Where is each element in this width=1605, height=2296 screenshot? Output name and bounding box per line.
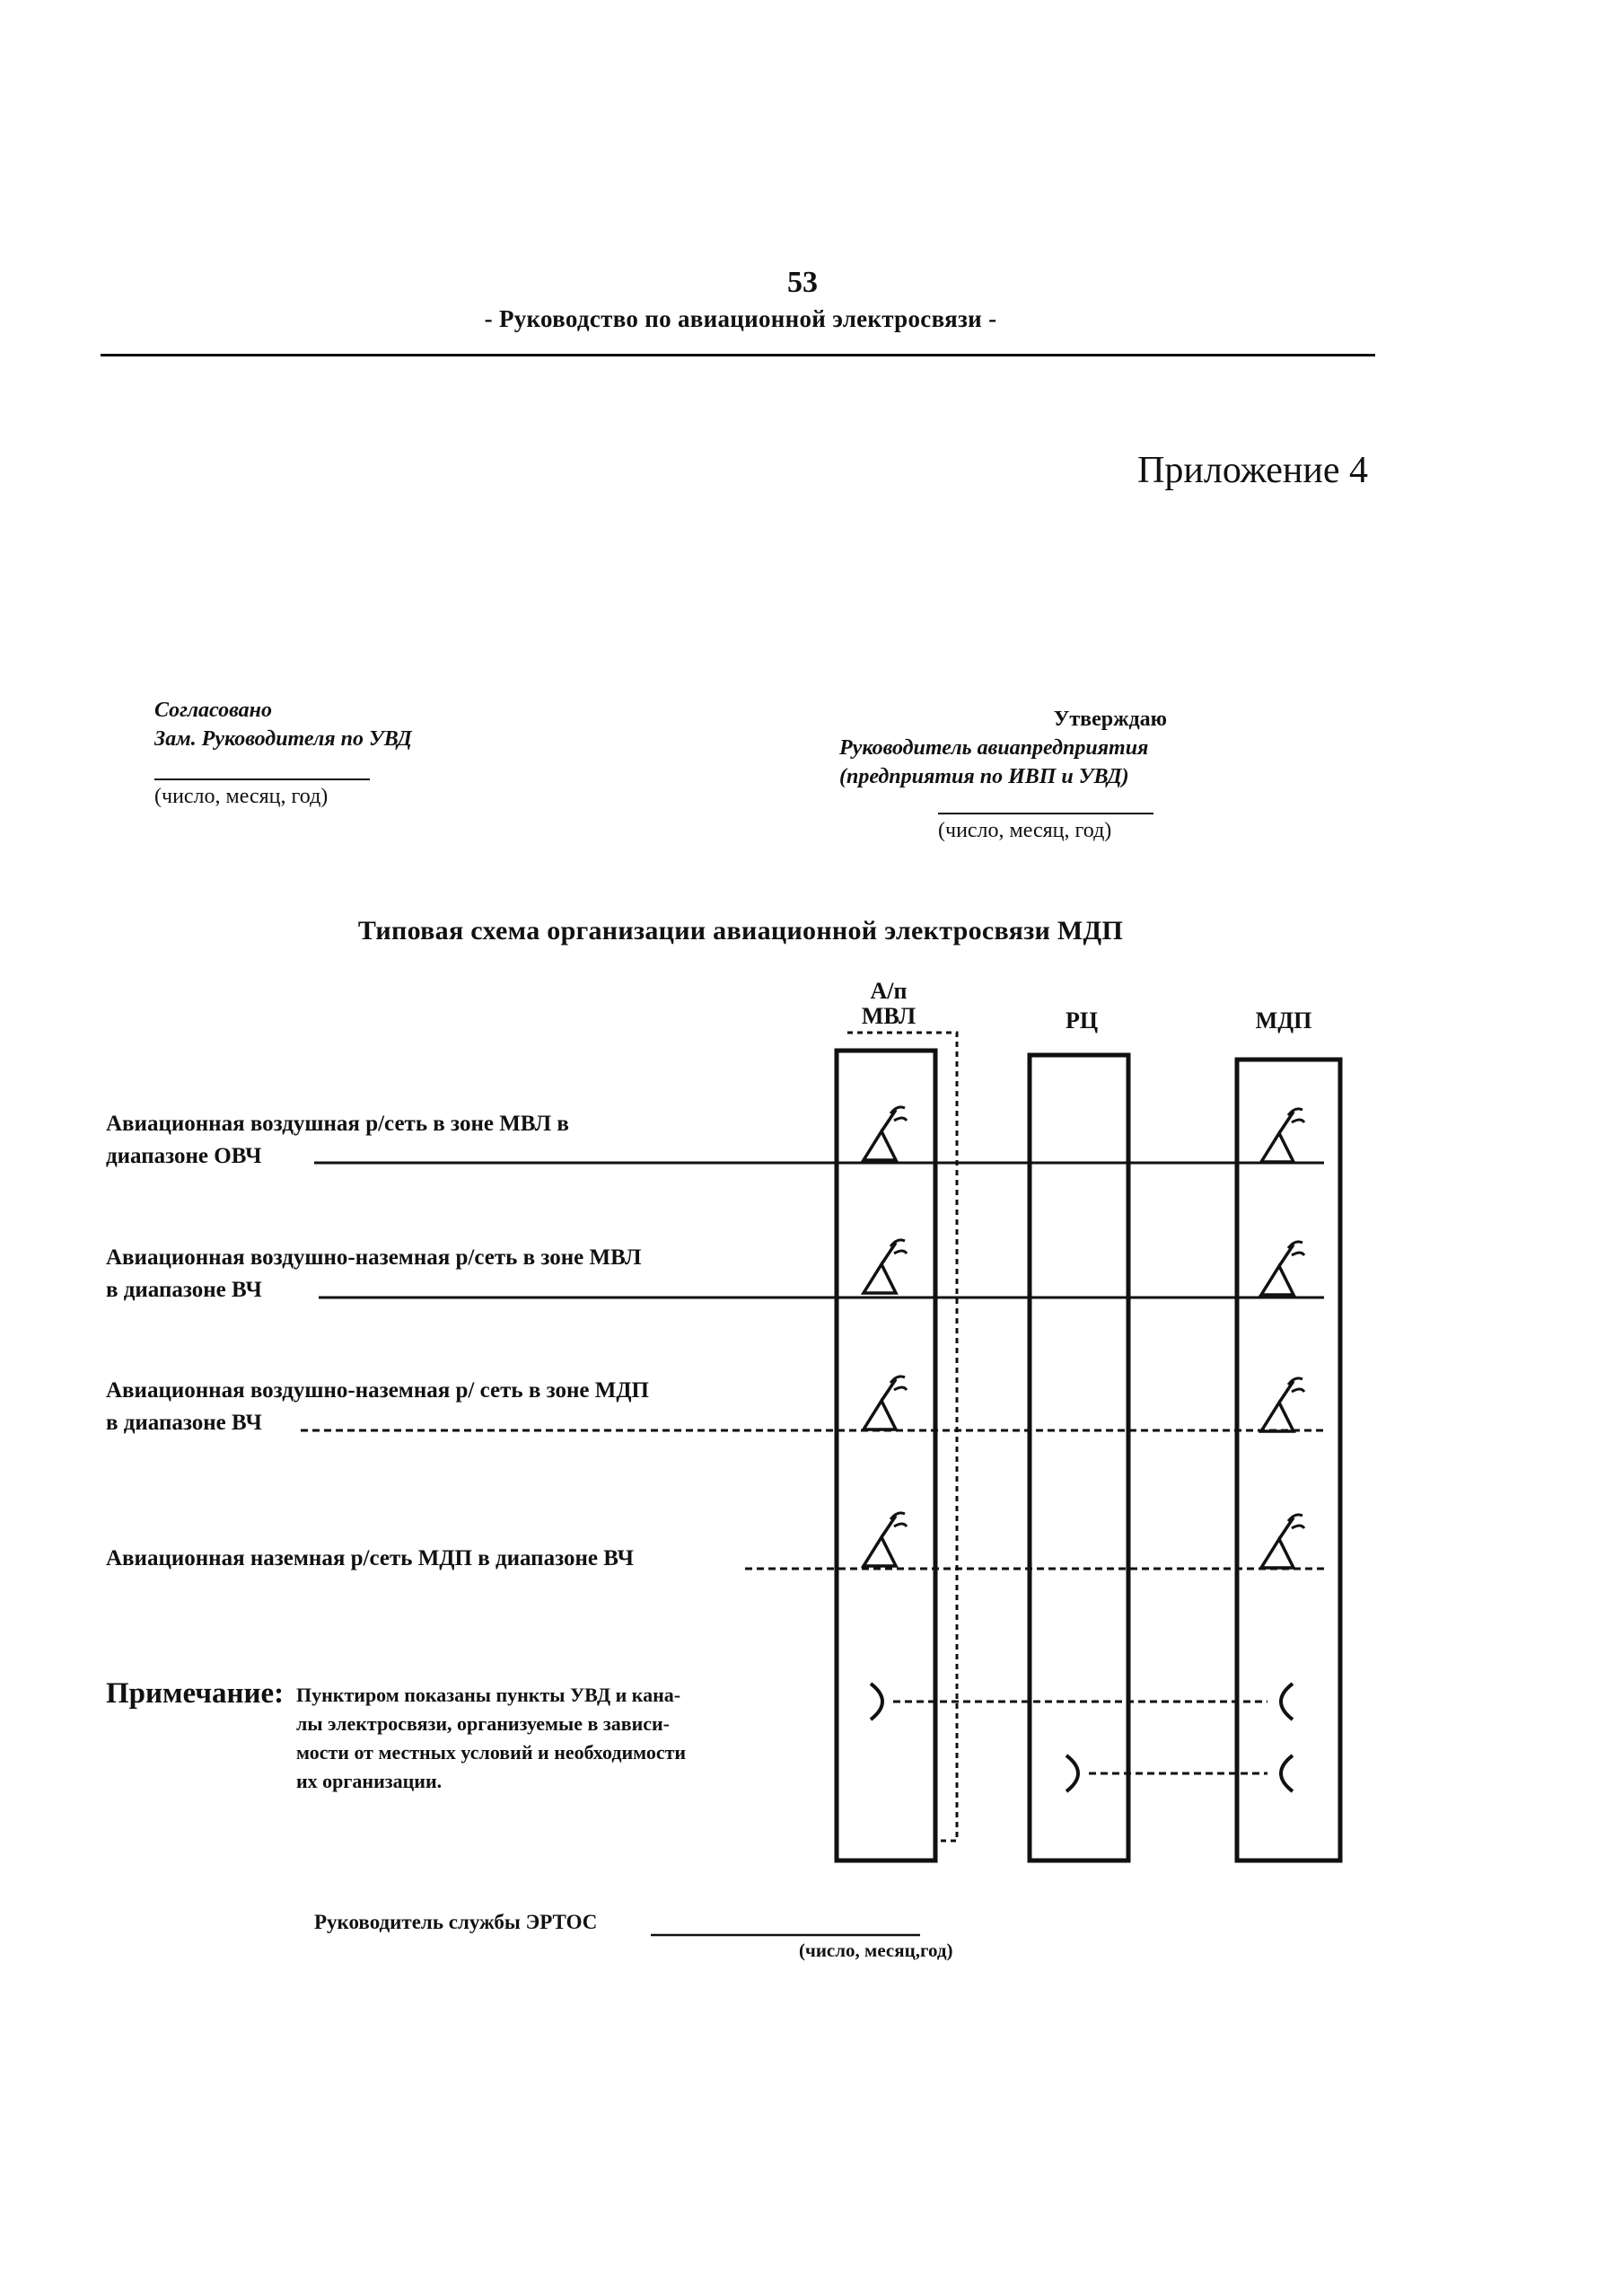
row-label-1-line1: Авиационная воздушная р/сеть в зоне МВЛ в xyxy=(106,1112,569,1136)
agreed-title: Согласовано xyxy=(154,699,272,722)
diagram-title: Типовая схема организации авиационной электросвязи МДП xyxy=(357,916,1124,946)
antenna-mast-icon xyxy=(864,1107,907,1160)
page-number: 53 xyxy=(787,266,818,299)
channel-terminal-icon xyxy=(1281,1755,1293,1791)
note-line: их организации. xyxy=(296,1770,443,1792)
note-line: мости от местных условий и необходимости xyxy=(296,1741,687,1764)
antenna-mast-icon xyxy=(1261,1109,1304,1162)
column-box-mdp xyxy=(1237,1060,1340,1861)
antenna-mast-icon xyxy=(864,1240,907,1293)
agreed-date-caption: (число, месяц, год) xyxy=(154,785,329,808)
column-header-airport-label: А/п xyxy=(870,978,908,1004)
column-box-airport xyxy=(837,1051,935,1861)
row-label-3-line1: Авиационная воздушно-наземная р/ сеть в зоне МДП xyxy=(106,1378,650,1403)
row-label-4 xyxy=(106,1543,770,1575)
antenna-mast-icon xyxy=(1261,1515,1304,1568)
column-box-airport-dashed xyxy=(847,1033,957,1841)
row-label-1 xyxy=(106,1108,770,1173)
channel-terminal-icon xyxy=(1066,1755,1078,1791)
antenna-mast-icon xyxy=(864,1377,907,1430)
row-label-2-line1: Авиационная воздушно-наземная р/сеть в зоне МВЛ xyxy=(106,1245,642,1270)
antenna-mast-icon xyxy=(1261,1242,1304,1295)
row-label-2-line2: в диапазоне ВЧ xyxy=(106,1278,262,1302)
column-box-rc xyxy=(1030,1055,1128,1861)
antenna-mast-icon xyxy=(864,1513,907,1566)
running-header: - Руководство по авиационной электросвязи - xyxy=(484,305,997,332)
column-header-airport-sublabel: МВЛ xyxy=(861,1003,917,1029)
note-line: Пунктиром показаны пункты УВД и кана- xyxy=(296,1684,681,1706)
approved-position-note: (предприятия по ИВП и УВД) xyxy=(839,765,1129,788)
row-label-2 xyxy=(106,1242,770,1306)
note-label: Примечание: xyxy=(106,1677,285,1710)
column-header-mdp: МДП xyxy=(1255,1007,1312,1034)
channel-terminal-icon xyxy=(1281,1684,1293,1720)
channel-terminal-icon xyxy=(871,1684,882,1720)
footer-date-caption: (число, месяц,год) xyxy=(799,1940,953,1961)
approved-title: Утверждаю xyxy=(1053,708,1167,731)
note-line: лы электросвязи, организуемые в зависи- xyxy=(296,1712,671,1735)
row-label-4-line1: Авиационная наземная р/сеть МДП в диапазоне ВЧ xyxy=(106,1546,635,1570)
agreed-position: Зам. Руководителя по УВД xyxy=(154,727,412,751)
antenna-mast-icon xyxy=(1261,1378,1304,1431)
footer-signature-label: Руководитель службы ЭРТОС xyxy=(314,1911,598,1933)
appendix-label: Приложение 4 xyxy=(1137,450,1368,491)
column-header-rc: РЦ xyxy=(1065,1007,1099,1034)
approved-date-caption: (число, месяц, год) xyxy=(938,819,1112,842)
approved-position: Руководитель авиапредприятия xyxy=(839,736,1149,760)
note-text xyxy=(296,1681,835,1796)
row-label-3-line2: в диапазоне ВЧ xyxy=(106,1411,262,1435)
row-label-3 xyxy=(106,1375,770,1439)
row-label-1-line2: диапазоне ОВЧ xyxy=(106,1144,262,1168)
